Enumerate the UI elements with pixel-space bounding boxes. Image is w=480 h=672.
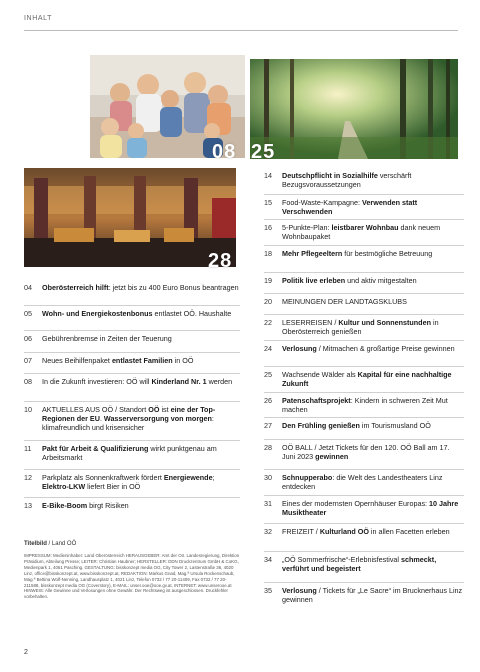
toc-entry-segment: 5-Punkte-Plan: (282, 223, 332, 232)
toc-item[interactable] (24, 330, 240, 343)
toc-entry-text (42, 356, 240, 365)
toc-entry-segment: Parkplatz als Sonnenkraftwerk fördert (42, 473, 164, 482)
toc-entry-highlight: Kinderland Nr. 1 (151, 377, 207, 386)
toc-item[interactable] (264, 582, 464, 604)
forest-photo (250, 59, 458, 159)
toc-entry-segment: . (99, 414, 104, 423)
toc-entry-highlight: Oberösterreich hilft (42, 283, 109, 292)
toc-entry-segment: im Tourismusland OÖ (359, 421, 431, 430)
toc-entry-text (282, 421, 464, 430)
toc-item[interactable] (24, 305, 240, 318)
toc-page-number: 16 (264, 223, 272, 232)
toc-entry-text (42, 334, 240, 343)
toc-page-number: 32 (264, 527, 272, 536)
header-divider (24, 30, 458, 31)
imprint-text: IMPRESSUM: Medieninhaber: Land Oberösterreich HERAUSGEBER: Amt der Oö. Landesregierung, Direktion Präsidium, Abteilung Presse; LEITER: Christian Haubner; HERSTELLER: DDN Druckzentrum GmbH & CoKG, Medienpark 1, 4061 Pasching. GESTALTUNG: bisskonzept media OG, City Tower 2, Lastenstraße 36, 4020 Linz, office@bisskonzept.at, www.bisskonzept.at, REDAKTION: Markus Gnad, Mag.ª Ursula Rockenschaub, Mag.ª Bettina Wolf-Nenning, Landhausplatz 1, 4021 Linz, Telefon 0732 / 77 20-11409, Fax 0732 / 77 20-211588, bisskonzept media OG (Coverstory), E-MAIL: unser.ooe@ooe.gv.at, INTERNET: www.unserooe.at HINWEIS: Alle Gewinne und Verlosungen ohne Gewähr. Der Rechtsweg ist ausgeschlossen. Druckfehler vorbehalten. (24, 553, 240, 600)
christmas-market-photo (24, 168, 236, 267)
toc-entry-highlight: Kultur und Sonnenstunden (338, 318, 431, 327)
toc-entry-highlight: Patenschaftsprojekt (282, 396, 351, 405)
toc-entry-segment: Food-Waste-Kampagne: (282, 198, 363, 207)
toc-entry-segment: und aktiv mitgestalten (345, 276, 417, 285)
toc-entry-segment: : die Welt des Landestheaters Linz entdecken (282, 473, 443, 491)
photo-page-number-28: 28 (208, 250, 233, 272)
toc-page-number: 05 (24, 309, 32, 318)
toc-entry-text (282, 499, 464, 517)
cover-credit (24, 540, 236, 548)
toc-page-number: 06 (24, 334, 32, 343)
toc-entry-text (282, 473, 464, 491)
toc-entry-segment: OÖ BALL / Jetzt Tickets für den 120. OÖ Ball am 17. Juni 2023 (282, 443, 450, 461)
toc-entry-segment: FREIZEIT / (282, 527, 320, 536)
toc-item[interactable] (264, 168, 464, 189)
toc-page-number: 20 (264, 297, 272, 306)
toc-page-number: 22 (264, 318, 272, 327)
toc-entry-highlight: Pakt für Arbeit & Qualifizierung (42, 444, 149, 453)
toc-entry-segment: birgt Risiken (87, 501, 129, 510)
toc-item[interactable] (264, 417, 464, 430)
toc-entry-text (42, 501, 240, 510)
toc-item[interactable] (264, 439, 464, 461)
toc-entry-segment: liefert Bier in OÖ (85, 482, 141, 491)
photo-page-number-08: 08 (212, 141, 237, 163)
toc-entry-segment: Gebührenbremse in Zeiten der Teuerung (42, 334, 172, 343)
toc-entry-highlight: Verlosung (282, 586, 317, 595)
toc-item[interactable] (264, 340, 464, 353)
toc-page-number: 19 (264, 276, 272, 285)
toc-entry-text (42, 377, 240, 386)
toc-entry-highlight: schmeckt, verführt und begeistert (282, 555, 437, 573)
toc-entry-highlight: gewinnen (315, 452, 349, 461)
toc-entry-highlight: Energiewende (163, 473, 213, 482)
toc-item[interactable] (264, 523, 464, 536)
toc-page-number: 28 (264, 443, 272, 452)
toc-item[interactable] (24, 469, 240, 491)
toc-entry-segment: in Oberösterreich genießen (282, 318, 439, 336)
toc-entry-text (282, 396, 464, 414)
toc-entry-segment: LESERREISEN / (282, 318, 339, 327)
toc-page-number: 10 (24, 405, 32, 414)
toc-entry-segment: In die Zukunft investieren: OÖ will (42, 377, 152, 386)
toc-entry-segment: / Tickets für „Le Sacre“ im Brucknerhaus Linz gewinnen (282, 586, 463, 604)
toc-page-number: 14 (264, 171, 272, 180)
toc-entry-highlight: Kapital für eine nachhaltige Zukunft (282, 370, 452, 388)
toc-entry-text (282, 276, 464, 285)
toc-entry-segment: ist (159, 405, 171, 414)
toc-entry-text (42, 283, 240, 292)
header-label: INHALT (24, 15, 52, 22)
toc-entry-segment: / Mitmachen & großartige Preise gewinnen (316, 344, 455, 353)
toc-item[interactable] (264, 272, 464, 285)
toc-item[interactable] (24, 440, 240, 462)
toc-entry-highlight: Wasserversorgung von morgen (103, 414, 212, 423)
toc-page-number: 12 (24, 473, 32, 482)
toc-entry-segment: MEINUNGEN DER LANDTAGSKLUBS (282, 297, 407, 306)
toc-entry-segment: werden (206, 377, 233, 386)
toc-entry-text (42, 444, 240, 462)
toc-item[interactable] (264, 495, 464, 517)
toc-entry-segment: : jetzt bis zu 400 Euro Bonus beantragen (108, 283, 239, 292)
toc-entry-text (282, 586, 464, 604)
photo-page-number-25: 25 (251, 141, 276, 163)
toc-item[interactable] (264, 293, 464, 306)
toc-entry-highlight: 10 Jahre Musiktheater (282, 499, 459, 517)
toc-item[interactable] (24, 401, 240, 432)
toc-entry-text (282, 171, 464, 189)
toc-entry-text (282, 344, 464, 353)
toc-entry-segment: : klimafreundlich und krisensicher (42, 414, 214, 432)
toc-entry-text (282, 527, 464, 536)
toc-item[interactable] (24, 497, 240, 510)
toc-page-number: 11 (24, 444, 32, 453)
toc-entry-segment: verschärft Bezugsvoraussetzungen (282, 171, 412, 189)
toc-item[interactable] (264, 551, 464, 573)
toc-item[interactable] (24, 373, 240, 386)
toc-item[interactable] (24, 280, 240, 292)
toc-entry-highlight: Kulturland OÖ (319, 527, 369, 536)
toc-entry-highlight: leistbarer Wohnbau (331, 223, 399, 232)
toc-page-number: 18 (264, 249, 272, 258)
toc-page-number: 31 (264, 499, 272, 508)
toc-entry-segment: in allen Facetten erleben (368, 527, 450, 536)
toc-entry-text (282, 318, 464, 336)
cover-credit-title: Titelbild (24, 541, 47, 547)
toc-entry-highlight: E-Bike-Boom (42, 501, 88, 510)
toc-entry-highlight: Wohn- und Energiekostenbonus (42, 309, 153, 318)
toc-item[interactable] (264, 314, 464, 336)
toc-item[interactable] (264, 194, 464, 216)
toc-page-number: 24 (264, 344, 272, 353)
toc-entry-highlight: Den Frühling genießen (282, 421, 360, 430)
toc-entry-highlight: Deutschpflicht in Sozialhilfe (282, 171, 378, 180)
toc-page-number: 25 (264, 370, 272, 379)
toc-entry-segment: entlastet OÖ. Haushalte (152, 309, 232, 318)
toc-page-number: 13 (24, 501, 32, 510)
toc-item[interactable] (264, 219, 464, 241)
toc-entry-text (282, 370, 464, 388)
toc-page-number: 08 (24, 377, 32, 386)
toc-entry-segment: dank neuem Wohnbaupaket (282, 223, 441, 241)
toc-item[interactable] (24, 352, 240, 365)
toc-entry-highlight: OÖ (148, 405, 160, 414)
toc-entry-segment: : Kindern in schweren Zeit Mut machen (282, 396, 448, 414)
toc-entry-segment: für bestmögliche Betreuung (342, 249, 433, 258)
toc-page-number: 15 (264, 198, 272, 207)
toc-entry-segment: in OÖ (172, 356, 194, 365)
page-number: 2 (24, 649, 28, 656)
toc-entry-text (282, 198, 464, 216)
toc-page-number: 34 (264, 555, 272, 564)
toc-item[interactable] (264, 245, 464, 258)
toc-entry-highlight: eine der Top-Regionen der EU (42, 405, 216, 423)
toc-entry-highlight: Verwenden statt Verschwenden (282, 198, 418, 216)
toc-entry-segment: Neues Beihilfenpaket (42, 356, 112, 365)
toc-page-number: 07 (24, 356, 32, 365)
toc-entry-segment: Wachsende Wälder als (282, 370, 358, 379)
toc-page-number: 27 (264, 421, 272, 430)
toc-entry-text (42, 309, 240, 318)
toc-entry-segment: wirkt punktgenau am Arbeitsmarkt (42, 444, 217, 462)
toc-item[interactable] (264, 392, 464, 414)
toc-entry-highlight: Schnupperabo (282, 473, 333, 482)
toc-entry-text (282, 443, 464, 461)
toc-page-number: 35 (264, 586, 272, 595)
toc-entry-text (42, 473, 240, 491)
toc-entry-highlight: entlastet Familien (111, 356, 173, 365)
toc-item[interactable] (264, 469, 464, 491)
toc-entry-segment: ; (212, 473, 215, 482)
toc-entry-segment: Eines der modernsten Opernhäuser Europas: (282, 499, 430, 508)
toc-page-number: 04 (24, 283, 32, 292)
toc-entry-text (282, 555, 464, 573)
cover-credit-text: / Land OÖ (46, 541, 77, 547)
toc-entry-highlight: Mehr Pflegeeltern (282, 249, 343, 258)
toc-entry-highlight: Verlosung (282, 344, 317, 353)
toc-entry-segment: „OÖ Sommerfrische“-Erlebnisfestival (282, 555, 402, 564)
toc-entry-text (42, 405, 240, 432)
toc-entry-segment: AKTUELLES AUS OÖ / Standort (42, 405, 149, 414)
toc-page-number: 30 (264, 473, 272, 482)
toc-entry-text (282, 297, 464, 306)
toc-entry-text (282, 223, 464, 241)
toc-entry-text (282, 249, 464, 258)
toc-entry-highlight: Politik live erleben (282, 276, 346, 285)
toc-entry-highlight: Elektro-LKW (42, 482, 86, 491)
toc-page-number: 26 (264, 396, 272, 405)
toc-item[interactable] (264, 366, 464, 388)
